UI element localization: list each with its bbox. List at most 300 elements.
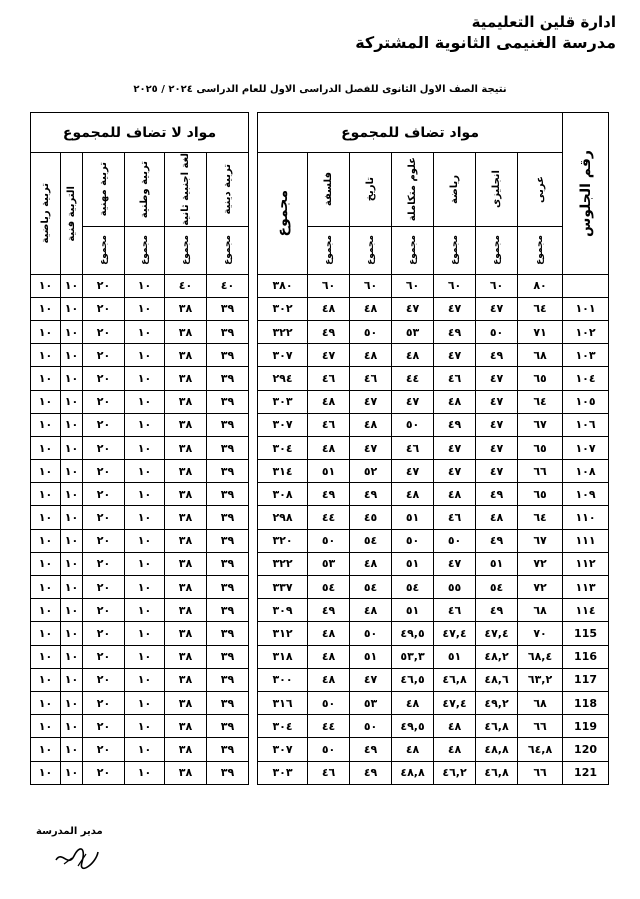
sport-cell: ١٠ [31, 460, 61, 483]
seat-cell: ١١٤ [563, 599, 609, 622]
national-cell: ١٠ [125, 599, 165, 622]
seat-cell: ١١٠ [563, 506, 609, 529]
seat-cell: ١٠٤ [563, 367, 609, 390]
vocational-cell: ٢٠ [83, 622, 125, 645]
separator-cell [249, 367, 258, 390]
national-cell: ١٠ [125, 576, 165, 599]
arabic-cell: ٦٦ [518, 761, 563, 784]
national-cell: ١٠ [125, 413, 165, 436]
math-cell: ٥٥ [434, 576, 476, 599]
sport-cell: ١٠ [31, 344, 61, 367]
national-cell: ١٠ [125, 552, 165, 575]
religion-cell: ٣٩ [207, 668, 249, 691]
arabic-cell: ٧٢ [518, 552, 563, 575]
vocational-cell: ٢٠ [83, 529, 125, 552]
seat-cell: ١٠١ [563, 297, 609, 320]
science-cell: ٤٨,٨ [392, 761, 434, 784]
english-cell: ٤٦,٨ [476, 715, 518, 738]
subject-english-header: انجليزى [476, 153, 518, 227]
history-cell: ٥٣ [350, 691, 392, 714]
english-cell: ٥٤ [476, 576, 518, 599]
science-cell: ٥١ [392, 506, 434, 529]
english-cell: ٤٩ [476, 529, 518, 552]
math-cell: ٤٧ [434, 552, 476, 575]
national-cell: ١٠ [125, 344, 165, 367]
science-cell: ٤٤ [392, 367, 434, 390]
history-cell: ٤٩ [350, 761, 392, 784]
arabic-cell: ٦٧ [518, 529, 563, 552]
separator-cell [249, 413, 258, 436]
religion-cell: ٣٩ [207, 738, 249, 761]
student-row [31, 344, 609, 367]
seat-cell: 119 [563, 715, 609, 738]
art-cell: ١٠ [61, 738, 83, 761]
sport-cell: ١٠ [31, 691, 61, 714]
english-cell: ٤٧ [476, 436, 518, 459]
religion-cell: ٣٩ [207, 460, 249, 483]
math-cell: ٤٩ [434, 413, 476, 436]
seat-cell: ١٠٨ [563, 460, 609, 483]
art-cell: ١٠ [61, 483, 83, 506]
science-cell: ٤٩,٥ [392, 622, 434, 645]
administration-name: ادارة قلين التعليمية [471, 13, 616, 31]
sport-cell: ١٠ [31, 599, 61, 622]
second-language-cell: ٤٠ [165, 274, 207, 297]
seat-cell: ١٠٣ [563, 344, 609, 367]
arabic-cell: ٦٥ [518, 367, 563, 390]
math-cell: ٤٦ [434, 506, 476, 529]
subtotal-label: مجموع [476, 226, 518, 274]
second-language-cell: ٣٨ [165, 460, 207, 483]
vocational-cell: ٢٠ [83, 506, 125, 529]
science-cell: ٤٧ [392, 297, 434, 320]
student-row [31, 576, 609, 599]
separator-cell [249, 320, 258, 343]
art-cell: ١٠ [61, 274, 83, 297]
seat-cell: 117 [563, 668, 609, 691]
philosophy-cell: ٤٦ [308, 761, 350, 784]
art-cell: ١٠ [61, 645, 83, 668]
philosophy-cell: ٤٩ [308, 320, 350, 343]
history-cell: ٤٧ [350, 390, 392, 413]
english-cell: ٤٦,٨ [476, 761, 518, 784]
math-cell: ٤٧ [434, 436, 476, 459]
vocational-cell: ٢٠ [83, 274, 125, 297]
history-cell: ٤٨ [350, 413, 392, 436]
national-cell: ١٠ [125, 320, 165, 343]
separator-cell [249, 552, 258, 575]
math-cell: ٤٦ [434, 367, 476, 390]
separator-cell [249, 645, 258, 668]
seat-cell: 115 [563, 622, 609, 645]
document-header [355, 12, 616, 54]
column-separator [249, 113, 258, 275]
sport-cell: ١٠ [31, 622, 61, 645]
total-cell: ٣٠٧ [258, 413, 308, 436]
philosophy-cell: ٤٨ [308, 297, 350, 320]
principal-signature-label: مدير المدرسة [36, 826, 103, 837]
history-cell: ٤٨ [350, 599, 392, 622]
vocational-cell: ٢٠ [83, 599, 125, 622]
student-row [31, 761, 609, 784]
vocational-cell: ٢٠ [83, 715, 125, 738]
separator-cell [249, 668, 258, 691]
total-cell: ٣٢٢ [258, 320, 308, 343]
history-cell: ٤٨ [350, 344, 392, 367]
national-cell: ١٠ [125, 390, 165, 413]
vocational-cell: ٢٠ [83, 413, 125, 436]
subject-national-header: تربية وطنية [125, 153, 165, 227]
total-cell: ٣٨٠ [258, 274, 308, 297]
total-cell: ٣٠٩ [258, 599, 308, 622]
student-row [31, 529, 609, 552]
art-cell: ١٠ [61, 691, 83, 714]
second-language-cell: ٣٨ [165, 367, 207, 390]
philosophy-cell: ٥٤ [308, 576, 350, 599]
seat-cell: 120 [563, 738, 609, 761]
history-cell: ٦٠ [350, 274, 392, 297]
math-cell: ٤٦,٨ [434, 668, 476, 691]
english-cell: ٤٩ [476, 599, 518, 622]
second-language-cell: ٣٨ [165, 506, 207, 529]
philosophy-cell: ٤٤ [308, 506, 350, 529]
religion-cell: ٣٩ [207, 691, 249, 714]
subtotal-label: مجموع [350, 226, 392, 274]
math-cell: ٤٨ [434, 715, 476, 738]
philosophy-cell: ٤٤ [308, 715, 350, 738]
science-cell: ٤٦ [392, 436, 434, 459]
art-cell: ١٠ [61, 506, 83, 529]
science-cell: ٤٦,٥ [392, 668, 434, 691]
total-cell: ٢٩٨ [258, 506, 308, 529]
subtotal-label: مجموع [518, 226, 563, 274]
vocational-cell: ٢٠ [83, 320, 125, 343]
student-row [31, 668, 609, 691]
art-cell: ١٠ [61, 552, 83, 575]
second-language-cell: ٣٨ [165, 622, 207, 645]
science-cell: ٤٨ [392, 344, 434, 367]
subtotal-label: مجموع [83, 226, 125, 274]
history-cell: ٤٧ [350, 668, 392, 691]
philosophy-cell: ٤٦ [308, 413, 350, 436]
total-cell: ٣٠٢ [258, 297, 308, 320]
second-language-cell: ٣٨ [165, 668, 207, 691]
philosophy-cell: ٦٠ [308, 274, 350, 297]
vocational-cell: ٢٠ [83, 761, 125, 784]
seat-cell: ١١١ [563, 529, 609, 552]
religion-cell: ٣٩ [207, 413, 249, 436]
philosophy-cell: ٤٨ [308, 668, 350, 691]
sport-cell: ١٠ [31, 297, 61, 320]
art-cell: ١٠ [61, 320, 83, 343]
religion-cell: ٤٠ [207, 274, 249, 297]
religion-cell: ٣٩ [207, 436, 249, 459]
arabic-cell: ٦٦ [518, 715, 563, 738]
second-language-cell: ٣٨ [165, 645, 207, 668]
national-cell: ١٠ [125, 668, 165, 691]
separator-cell [249, 436, 258, 459]
math-cell: ٤٧,٤ [434, 622, 476, 645]
separator-cell [249, 715, 258, 738]
english-cell: ٤٧ [476, 413, 518, 436]
vocational-cell: ٢٠ [83, 691, 125, 714]
subject-art-header: التربية فنية [61, 153, 83, 275]
math-cell: ٤٩ [434, 320, 476, 343]
math-cell: ٥١ [434, 645, 476, 668]
subject-sport-header: تربية رياضية [31, 153, 61, 275]
art-cell: ١٠ [61, 529, 83, 552]
student-row [31, 645, 609, 668]
art-cell: ١٠ [61, 367, 83, 390]
science-cell: ٥١ [392, 599, 434, 622]
math-cell: ٤٨ [434, 483, 476, 506]
english-cell: ٤٧ [476, 297, 518, 320]
english-cell: ٤٧,٤ [476, 622, 518, 645]
history-cell: ٥١ [350, 645, 392, 668]
second-language-cell: ٣٨ [165, 691, 207, 714]
history-cell: ٤٩ [350, 483, 392, 506]
student-row [31, 552, 609, 575]
science-cell: ٤٧ [392, 390, 434, 413]
math-cell: ٤٧,٤ [434, 691, 476, 714]
vocational-cell: ٢٠ [83, 738, 125, 761]
vocational-cell: ٢٠ [83, 668, 125, 691]
arabic-cell: ٧٠ [518, 622, 563, 645]
arabic-cell: ٦٥ [518, 436, 563, 459]
philosophy-cell: ٥٠ [308, 738, 350, 761]
history-cell: ٥٠ [350, 622, 392, 645]
student-row [31, 738, 609, 761]
philosophy-cell: ٥٠ [308, 691, 350, 714]
sport-cell: ١٠ [31, 529, 61, 552]
second-language-cell: ٣٨ [165, 715, 207, 738]
arabic-cell: ٨٠ [518, 274, 563, 297]
science-cell: ٥٠ [392, 413, 434, 436]
english-cell: ٤٩ [476, 344, 518, 367]
max-marks-row [31, 274, 609, 297]
second-language-cell: ٣٨ [165, 576, 207, 599]
total-cell: ٣١٢ [258, 622, 308, 645]
sport-cell: ١٠ [31, 715, 61, 738]
arabic-cell: ٦٤ [518, 390, 563, 413]
student-row [31, 320, 609, 343]
result-title: نتيجة الصف الاول الثانوى للفصل الدراسى الاول للعام الدراسى ٢٠٢٤ / ٢٠٢٥ [133, 84, 507, 95]
second-language-cell: ٣٨ [165, 436, 207, 459]
religion-cell: ٣٩ [207, 529, 249, 552]
math-cell: ٤٧ [434, 344, 476, 367]
philosophy-cell: ٥٣ [308, 552, 350, 575]
sport-cell: ١٠ [31, 645, 61, 668]
national-cell: ١٠ [125, 483, 165, 506]
sport-cell: ١٠ [31, 576, 61, 599]
sport-cell: ١٠ [31, 552, 61, 575]
science-cell: ٤٨ [392, 483, 434, 506]
seat-cell: ١٠٦ [563, 413, 609, 436]
signature-scribble-icon [52, 842, 100, 870]
total-header: مجموع [258, 153, 308, 275]
added-subjects-header: مواد تضاف للمجموع [258, 113, 563, 153]
total-cell: ٣٠٧ [258, 738, 308, 761]
math-cell: ٤٧ [434, 460, 476, 483]
arabic-cell: ٦٤,٨ [518, 738, 563, 761]
religion-cell: ٣٩ [207, 576, 249, 599]
student-row [31, 460, 609, 483]
art-cell: ١٠ [61, 460, 83, 483]
religion-cell: ٣٩ [207, 367, 249, 390]
arabic-cell: ٦٨,٤ [518, 645, 563, 668]
seat-cell: ١١٣ [563, 576, 609, 599]
student-row [31, 483, 609, 506]
subject-vocational-header: تربية مهنية [83, 153, 125, 227]
science-cell: ٤٩,٥ [392, 715, 434, 738]
english-cell: ٤٩ [476, 483, 518, 506]
science-cell: ٤٨ [392, 691, 434, 714]
sport-cell: ١٠ [31, 390, 61, 413]
student-row [31, 297, 609, 320]
math-cell: ٤٧ [434, 297, 476, 320]
english-cell: ٥١ [476, 552, 518, 575]
student-row [31, 367, 609, 390]
art-cell: ١٠ [61, 390, 83, 413]
seat-cell: ١٠٥ [563, 390, 609, 413]
non-added-subjects-header: مواد لا تضاف للمجموع [31, 113, 249, 153]
second-language-cell: ٣٨ [165, 297, 207, 320]
history-cell: ٥٠ [350, 320, 392, 343]
total-cell: ٣٠٨ [258, 483, 308, 506]
subtotal-label: مجموع [392, 226, 434, 274]
subject-science-header: علوم متكاملة [392, 153, 434, 227]
seat-cell [563, 274, 609, 297]
sport-cell: ١٠ [31, 506, 61, 529]
subject-religion-header: تربية دينية [207, 153, 249, 227]
english-cell: ٤٨,٦ [476, 668, 518, 691]
second-language-cell: ٣٨ [165, 761, 207, 784]
total-cell: ٣٠٠ [258, 668, 308, 691]
second-language-cell: ٣٨ [165, 738, 207, 761]
sport-cell: ١٠ [31, 668, 61, 691]
second-language-cell: ٣٨ [165, 529, 207, 552]
vocational-cell: ٢٠ [83, 297, 125, 320]
english-cell: ٥٠ [476, 320, 518, 343]
separator-cell [249, 576, 258, 599]
student-row [31, 622, 609, 645]
vocational-cell: ٢٠ [83, 344, 125, 367]
separator-cell [249, 599, 258, 622]
arabic-cell: ٦٣,٢ [518, 668, 563, 691]
subtotal-label: مجموع [125, 226, 165, 274]
school-name: مدرسة الغنيمى الثانوية المشتركة [355, 33, 616, 52]
separator-cell [249, 344, 258, 367]
student-row [31, 506, 609, 529]
separator-cell [249, 390, 258, 413]
vocational-cell: ٢٠ [83, 367, 125, 390]
philosophy-cell: ٤٨ [308, 645, 350, 668]
results-body [31, 274, 609, 784]
sport-cell: ١٠ [31, 436, 61, 459]
national-cell: ١٠ [125, 761, 165, 784]
english-cell: ٦٠ [476, 274, 518, 297]
national-cell: ١٠ [125, 436, 165, 459]
art-cell: ١٠ [61, 761, 83, 784]
separator-cell [249, 622, 258, 645]
total-cell: ٣٠٣ [258, 761, 308, 784]
student-row [31, 436, 609, 459]
history-cell: ٥٤ [350, 576, 392, 599]
vocational-cell: ٢٠ [83, 576, 125, 599]
vocational-cell: ٢٠ [83, 390, 125, 413]
arabic-cell: ٦٦ [518, 460, 563, 483]
sport-cell: ١٠ [31, 738, 61, 761]
total-cell: ٣٣٧ [258, 576, 308, 599]
math-cell: ٥٠ [434, 529, 476, 552]
science-cell: ٤٨ [392, 738, 434, 761]
history-cell: ٤٨ [350, 297, 392, 320]
national-cell: ١٠ [125, 715, 165, 738]
art-cell: ١٠ [61, 413, 83, 436]
science-cell: ٥٣ [392, 320, 434, 343]
math-cell: ٤٦ [434, 599, 476, 622]
vocational-cell: ٢٠ [83, 483, 125, 506]
student-row [31, 691, 609, 714]
religion-cell: ٣٩ [207, 715, 249, 738]
science-cell: ٥٠ [392, 529, 434, 552]
religion-cell: ٣٩ [207, 506, 249, 529]
philosophy-cell: ٤٩ [308, 599, 350, 622]
art-cell: ١٠ [61, 599, 83, 622]
total-cell: ٣١٤ [258, 460, 308, 483]
science-cell: ٥٣,٣ [392, 645, 434, 668]
religion-cell: ٣٩ [207, 483, 249, 506]
subtotal-label: مجموع [434, 226, 476, 274]
vocational-cell: ٢٠ [83, 436, 125, 459]
second-language-cell: ٣٨ [165, 483, 207, 506]
philosophy-cell: ٥١ [308, 460, 350, 483]
philosophy-cell: ٤٨ [308, 390, 350, 413]
arabic-cell: ٦٤ [518, 506, 563, 529]
history-cell: ٤٨ [350, 552, 392, 575]
sport-cell: ١٠ [31, 483, 61, 506]
english-cell: ٤٧ [476, 367, 518, 390]
arabic-cell: ٦٥ [518, 483, 563, 506]
arabic-cell: ٦٧ [518, 413, 563, 436]
history-cell: ٥٤ [350, 529, 392, 552]
subject-second-language-header: لغة اجنبية ثانية [165, 153, 207, 227]
total-cell: ٣٠٧ [258, 344, 308, 367]
science-cell: ٦٠ [392, 274, 434, 297]
arabic-cell: ٦٨ [518, 599, 563, 622]
total-cell: ٣٠٤ [258, 436, 308, 459]
results-table [30, 112, 609, 785]
separator-cell [249, 761, 258, 784]
history-cell: ٤٦ [350, 367, 392, 390]
total-cell: ٣٠٤ [258, 715, 308, 738]
seat-cell: 121 [563, 761, 609, 784]
separator-cell [249, 738, 258, 761]
vocational-cell: ٢٠ [83, 552, 125, 575]
sport-cell: ١٠ [31, 274, 61, 297]
total-cell: ٢٩٤ [258, 367, 308, 390]
history-cell: ٥٠ [350, 715, 392, 738]
philosophy-cell: ٤٩ [308, 483, 350, 506]
student-row [31, 413, 609, 436]
arabic-cell: ٧١ [518, 320, 563, 343]
art-cell: ١٠ [61, 668, 83, 691]
arabic-cell: ٧٢ [518, 576, 563, 599]
total-cell: ٣١٦ [258, 691, 308, 714]
sport-cell: ١٠ [31, 320, 61, 343]
student-row [31, 715, 609, 738]
art-cell: ١٠ [61, 576, 83, 599]
